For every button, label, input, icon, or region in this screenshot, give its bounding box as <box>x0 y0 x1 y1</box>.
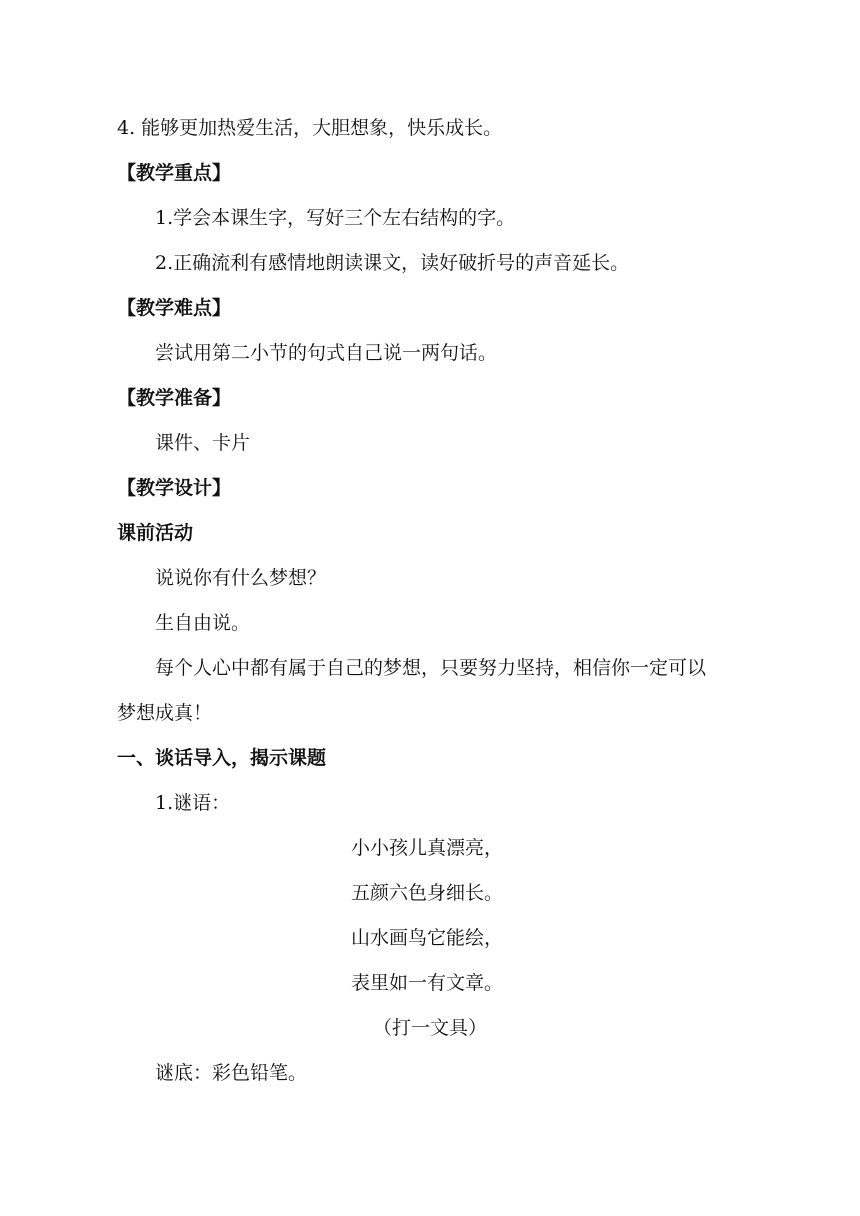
preparation-heading: 【教学准备】 <box>117 387 232 409</box>
section-1-heading: 一、谈话导入，揭示课题 <box>117 747 327 769</box>
riddle-line: 山水画鸟它能绘， <box>351 927 504 949</box>
pre-class-summary-line-2: 梦想成真！ <box>117 702 213 724</box>
riddle-label: 1.谜语： <box>155 792 231 814</box>
riddle-line: 表里如一有文章。 <box>351 972 504 994</box>
riddle-line: 五颜六色身细长。 <box>351 882 504 904</box>
pre-class-heading: 课前活动 <box>117 522 194 544</box>
riddle-answer: 谜底：彩色铅笔。 <box>155 1062 308 1084</box>
pre-class-student: 生自由说。 <box>155 612 251 634</box>
design-heading: 【教学设计】 <box>117 477 232 499</box>
riddle-hint: （打一文具） <box>372 1017 487 1039</box>
objective-4: 4. 能够更加热爱生活，大胆想象，快乐成长。 <box>117 117 503 139</box>
key-points-heading: 【教学重点】 <box>117 162 232 184</box>
riddle-line: 小小孩儿真漂亮， <box>351 837 504 859</box>
pre-class-question: 说说你有什么梦想？ <box>155 567 327 589</box>
key-point-1: 1.学会本课生字，写好三个左右结构的字。 <box>155 207 516 229</box>
pre-class-summary-line-1: 每个人心中都有属于自己的梦想，只要努力坚持，相信你一定可以 <box>155 657 707 679</box>
difficulty-text: 尝试用第二小节的句式自己说一两句话。 <box>155 342 498 364</box>
preparation-text: 课件、卡片 <box>155 432 251 454</box>
key-point-2: 2.正确流利有感情地朗读课文，读好破折号的声音延长。 <box>155 252 630 274</box>
difficulty-heading: 【教学难点】 <box>117 297 232 319</box>
